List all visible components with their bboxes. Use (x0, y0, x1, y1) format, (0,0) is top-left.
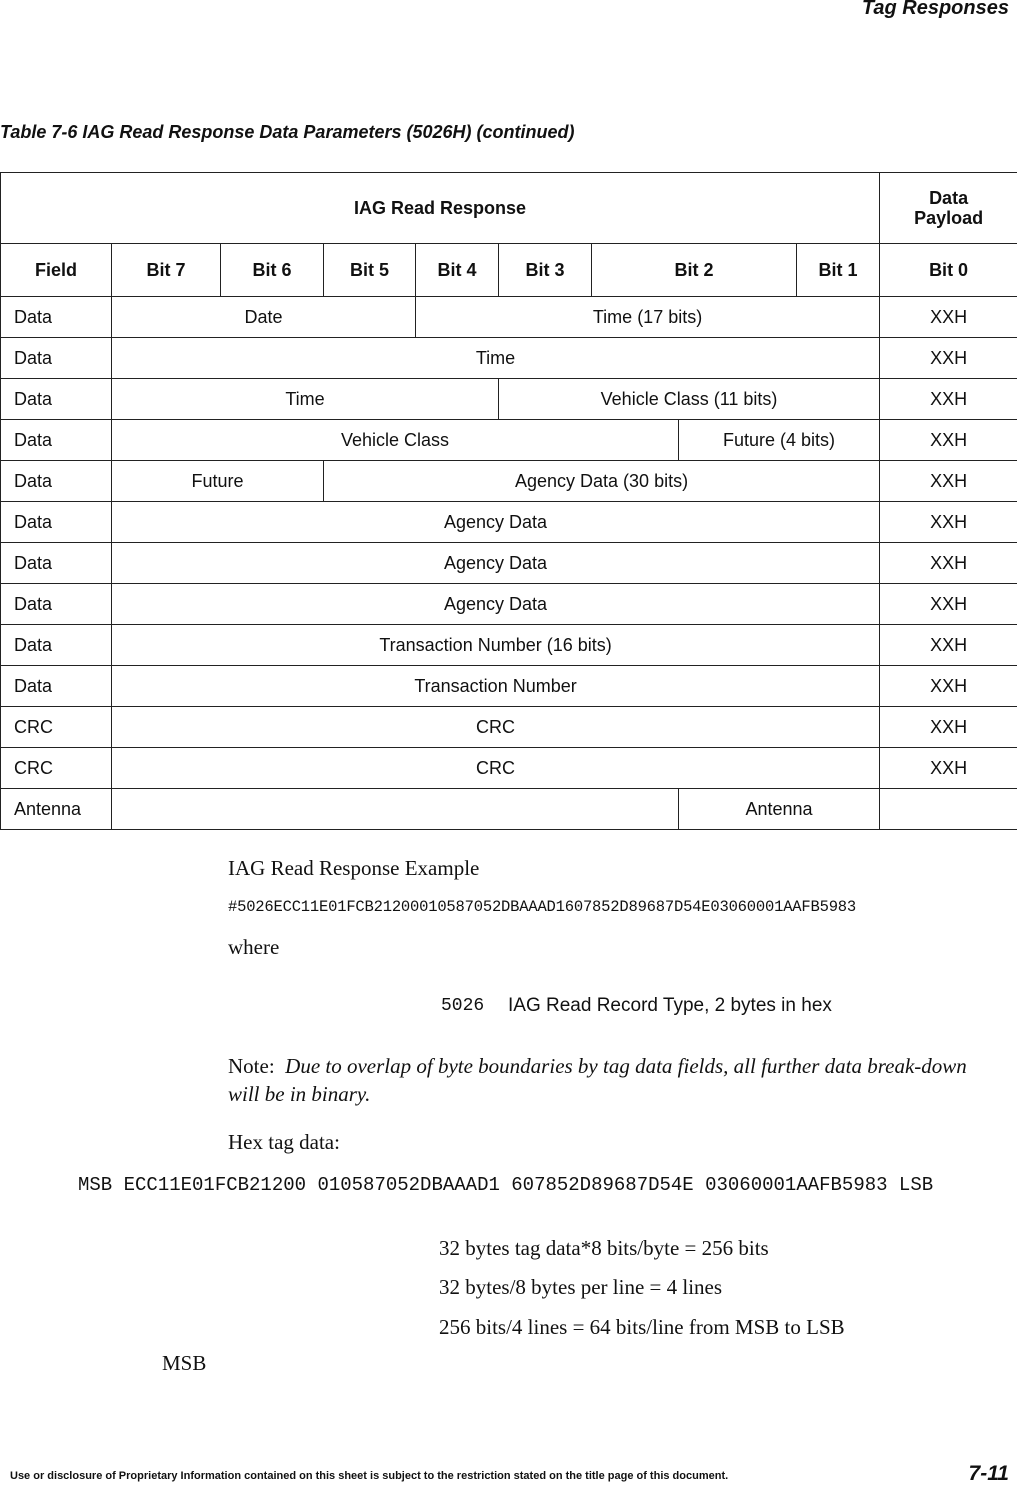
definition-value: IAG Read Record Type, 2 bytes in hex (508, 995, 832, 1016)
page-number: 7-11 (968, 1462, 1009, 1485)
hex-label: Hex tag data: (228, 1130, 340, 1154)
table-row: Data Date Time (17 bits) XXH (1, 297, 1017, 338)
table-row: Data Transaction Number (16 bits) XXH (1, 625, 1017, 666)
table-row: Data Agency Data XXH (1, 502, 1017, 543)
column-header: Bit 1 (797, 244, 880, 297)
example-code: #5026ECC11E01FCB21200010587052DBAAAD1607852D89687D54E03060001AAFB5983 (228, 898, 857, 916)
column-header: Bit 3 (499, 244, 592, 297)
running-header: Tag Responses (861, 0, 1009, 19)
column-header: Bit 6 (221, 244, 324, 297)
table-row: Data Time Vehicle Class (11 bits) XXH (1, 379, 1017, 420)
table-row: CRC CRC XXH (1, 707, 1017, 748)
group-header: IAG Read Response (1, 173, 880, 244)
calculation-line: 256 bits/4 lines = 64 bits/line from MSB to LSB (439, 1315, 845, 1339)
table-row: Data Time XXH (1, 338, 1017, 379)
where-label: where (228, 935, 280, 959)
iag-read-response-table (0, 172, 1017, 830)
note-text: Due to overlap of byte boundaries by tag data fields, all further data break-down will be in binary. (228, 1054, 967, 1106)
msb-label: MSB (162, 1351, 207, 1375)
column-header: Bit 4 (416, 244, 499, 297)
definition-key: 5026 (441, 996, 485, 1016)
payload-header: Data Payload (880, 173, 1017, 244)
footer-note: Use or disclosure of Proprietary Information contained on this sheet is subject to the restriction stated on the title page of this document. (10, 1470, 729, 1482)
table-group-header-row (1, 173, 1017, 244)
table-row: Data Agency Data XXH (1, 543, 1017, 584)
hex-tag-data: MSB ECC11E01FCB21200 010587052DBAAAD1 607852D89687D54E 03060001AAFB5983 LSB (78, 1174, 934, 1196)
column-header: Bit 2 (592, 244, 797, 297)
table-row: Data Future Agency Data (30 bits) XXH (1, 461, 1017, 502)
table-caption: Table 7-6 IAG Read Response Data Parameters (5026H) (continued) (0, 122, 575, 142)
table-row: Data Agency Data XXH (1, 584, 1017, 625)
table-row: CRC CRC XXH (1, 748, 1017, 789)
column-header: Field (1, 244, 112, 297)
column-header: Bit 5 (324, 244, 416, 297)
table-row: Data Transaction Number XXH (1, 666, 1017, 707)
example-title: IAG Read Response Example (228, 856, 480, 880)
table-row: Data Vehicle Class Future (4 bits) XXH (1, 420, 1017, 461)
column-header: Bit 0 (880, 244, 1017, 297)
note (228, 1052, 998, 1108)
table-column-header-row (1, 244, 1017, 297)
calculation-line: 32 bytes/8 bytes per line = 4 lines (439, 1275, 723, 1299)
note-label: Note: (228, 1054, 275, 1078)
table-row: Antenna Antenna (1, 789, 1017, 830)
calculation-line: 32 bytes tag data*8 bits/byte = 256 bits (439, 1236, 769, 1260)
column-header: Bit 7 (112, 244, 221, 297)
